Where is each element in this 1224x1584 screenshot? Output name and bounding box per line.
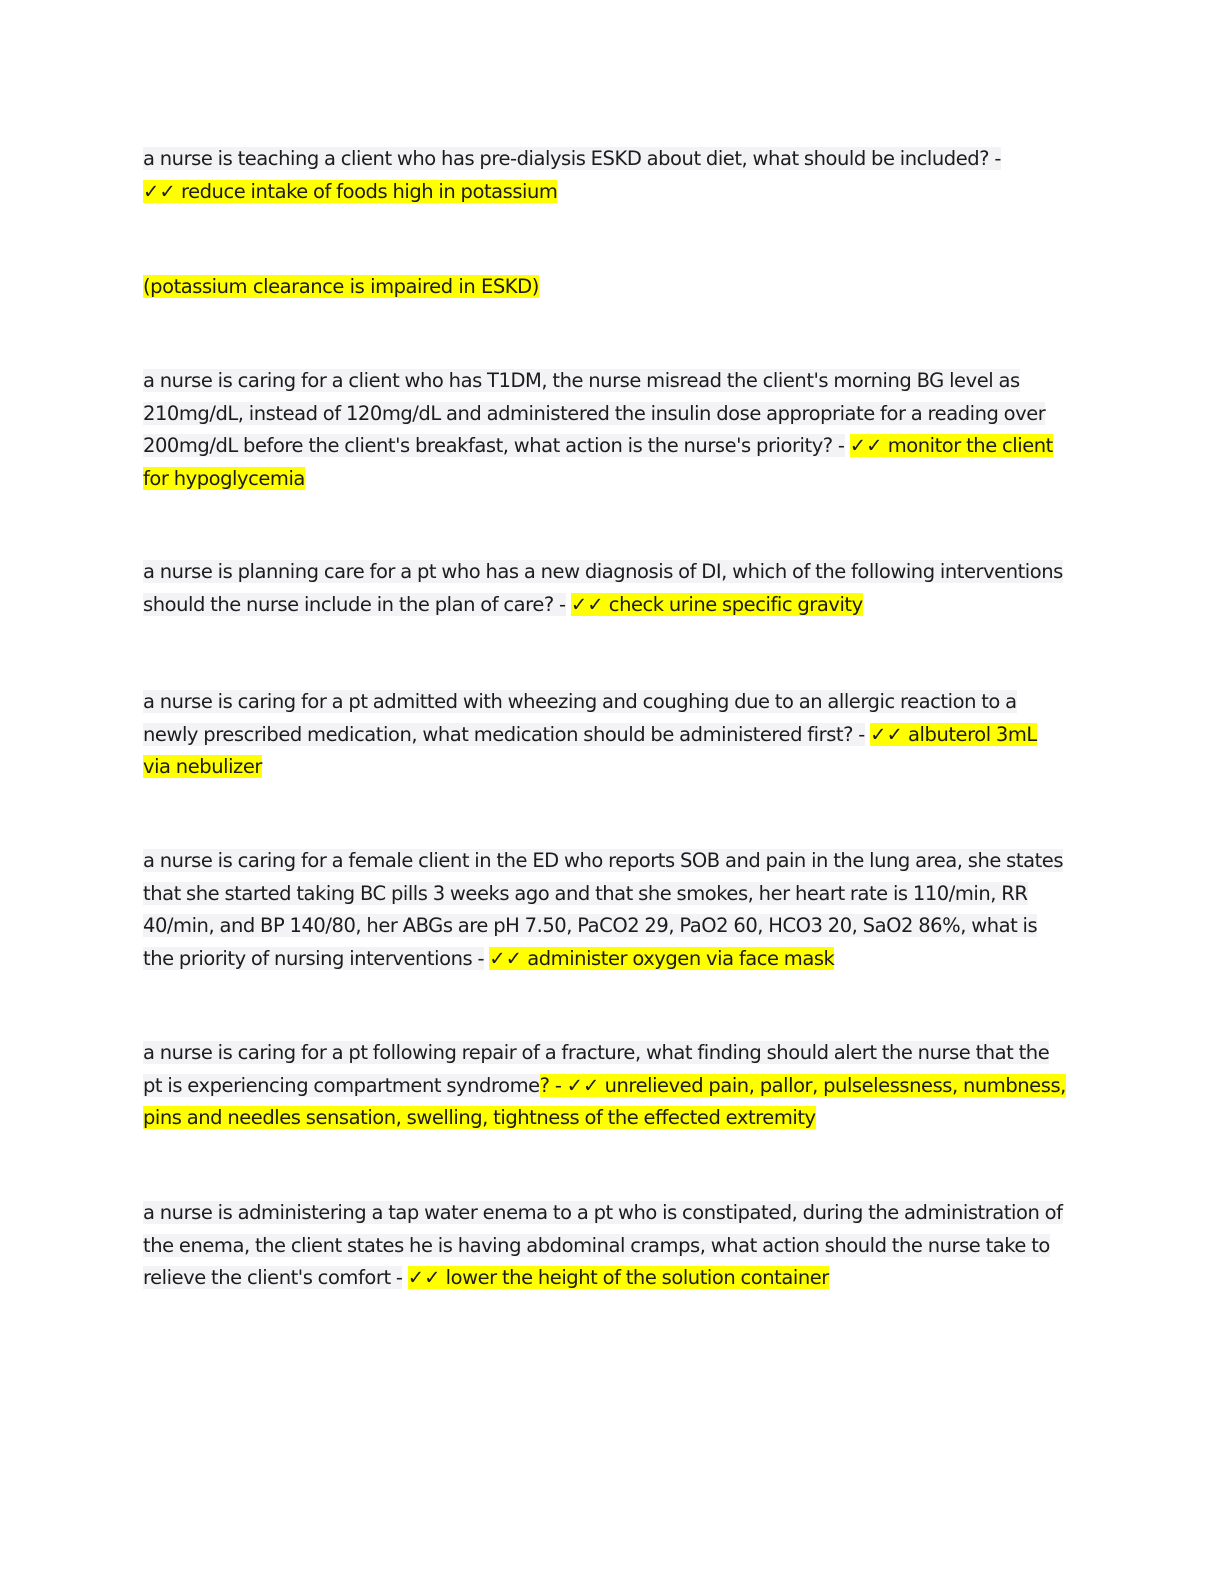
question-text: a nurse is planning care for a pt who has a new diagnosis of DI, which of the following interventions should the nurse include in the plan of care? -: [143, 560, 1063, 616]
qa-item-4: [143, 686, 1068, 784]
qa-item-5: [143, 845, 1068, 975]
answer-text: administer oxygen via face mask: [527, 946, 835, 970]
question-text: a nurse is caring for a pt following repair of a fracture, what finding should alert the nurse that the pt is experiencing compartment syndrome: [143, 1041, 1050, 1097]
question-text: a nurse is caring for a female client in the ED who reports SOB and pain in the lung area, she states that she started taking BC pills 3 weeks ago and that she smokes, her heart rate is 110/min, RR 40/min, and BP 140/80, her ABGs are pH 7.50, PaCO2 29, PaO2 60, HCO3 20, SaO2 86%, what is the priority of nursing interventions -: [143, 849, 1064, 970]
question-text: a nurse is administering a tap water enema to a pt who is constipated, during the administration of the enema, the client states he is having abdominal cramps, what action should the nurse take to relieve the client's comfort -: [143, 1201, 1063, 1289]
answer-text: monitor the client for hypoglycemia: [143, 434, 1053, 490]
double-check-icon: ✓✓: [407, 1266, 441, 1289]
double-check-icon: ✓✓: [570, 592, 604, 616]
note-text: (potassium clearance is impaired in ESKD): [143, 275, 539, 298]
answer-text: check urine specific gravity: [608, 592, 863, 616]
qa-item-7: [143, 1197, 1068, 1295]
qa-item-6: [143, 1037, 1068, 1135]
qa-item-1: [143, 143, 1068, 208]
question-text: a nurse is caring for a client who has T1DM, the nurse misread the client's morning BG level as 210mg/dL, instead of 120mg/dL and administered the insulin dose appropriate for a reading over 200mg/dL before the client's breakfast, what action is the nurse's priority? -: [143, 369, 1046, 457]
answer-text: lower the height of the solution container: [445, 1266, 829, 1289]
answer-highlight: [571, 593, 863, 616]
answer-text: reduce intake of foods high in potassium: [180, 179, 558, 203]
double-check-icon: ✓✓: [849, 434, 883, 457]
qa-item-2: [143, 365, 1068, 495]
double-check-icon: ✓✓: [566, 1073, 600, 1097]
qa-item-3: [143, 556, 1068, 621]
answer-highlight: [143, 180, 557, 203]
answer-text: albuterol 3mL via nebulizer: [143, 722, 1037, 778]
double-check-icon: ✓✓: [489, 946, 522, 970]
double-check-icon: ✓✓: [870, 722, 903, 746]
question-separator: ? -: [539, 1073, 562, 1097]
answer-highlight: [408, 1266, 829, 1289]
qa-note-1: [143, 271, 539, 304]
answer-highlight: [489, 947, 834, 970]
question-text: a nurse is caring for a pt admitted with wheezing and coughing due to an allergic reaction to a newly prescribed medication, what medication should be administered first? -: [143, 690, 1017, 746]
answer-text: unrelieved pain, pallor, pulselessness, numbness, pins and needles sensation, swelling, tightness of the effected extremity: [143, 1073, 1066, 1129]
double-check-icon: ✓✓: [143, 179, 176, 203]
question-text: a nurse is teaching a client who has pre-dialysis ESKD about diet, what should be included? -: [143, 147, 1001, 170]
